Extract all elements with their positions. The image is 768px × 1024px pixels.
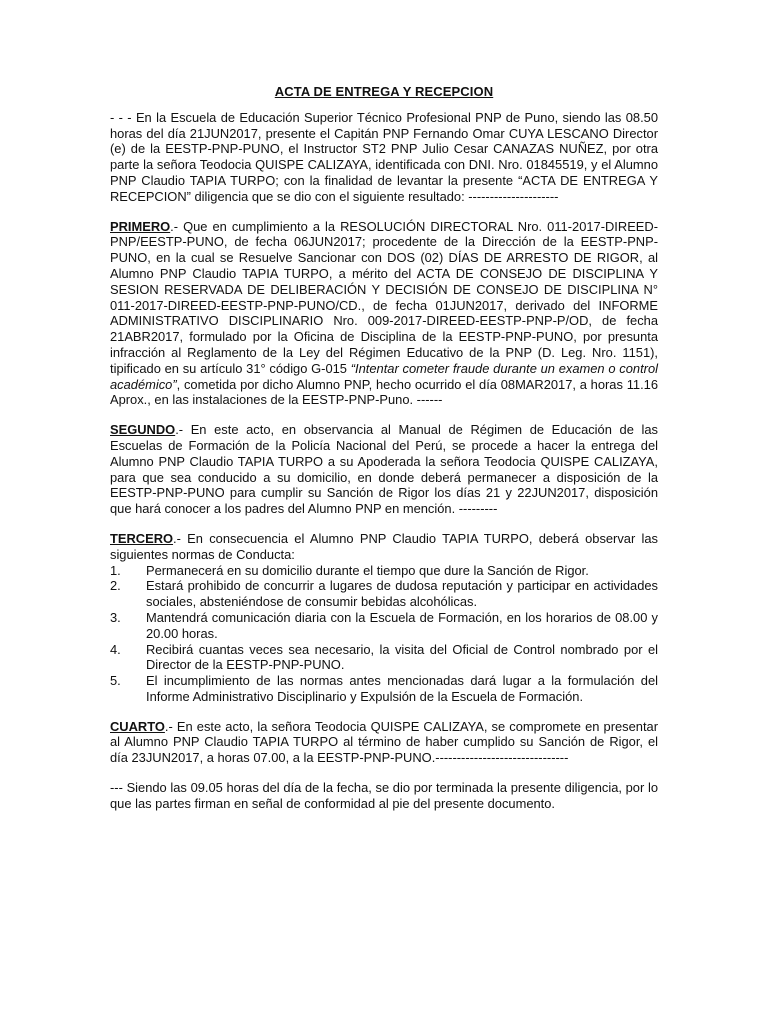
tercero-text: .- En consecuencia el Alumno PNP Claudio TAPIA TURPO, deberá observar las siguientes normas de Conducta: — [110, 530, 658, 562]
list-item-text: Permanecerá en su domicilio durante el tiempo que dure la Sanción de Rigor. — [146, 562, 589, 578]
list-item-number: 5. — [110, 673, 121, 689]
primero-text-a: .- Que en cumplimiento a la RESOLUCIÓN DIRECTORAL Nro. 011-2017-DIREED-PNP/EESTP-PUNO, de fecha 06JUN2017; procedente de la Dirección de la EESTP-PNP-PUNO, en la cual se Resuelve Sancionar con DOS (02) DÍAS DE ARRESTO DE RIGOR, al Alumno PNP Claudio TAPIA TURPO, a mérito del ACTA DE CONSEJO DE DISCIPLINA Y SESION RESERVADA DE DELIBERACIÓN Y DECISIÓN DE CONSEJO DE DISCIPLINA N° 011-2017-DIREED-EESTP-PNP-PUNO/CD., de fecha 01JUN2017, derivado del INFORME ADMINISTRATIVO DISCIPLINARIO Nro. 009-2017-DIREED-EESTP-PNP-P/OD, de fecha 21ABR2017, formulado por la Oficina de Disciplina de la EESTP-PNP-PUNO, por presunta infracción al Reglamento de la Ley del Régimen Educativo de la PNP (D. Leg. Nro. 1151), tipificado en su artículo 31° código G-015 — [110, 218, 658, 376]
document-body — [110, 84, 658, 826]
list-item-text: Recibirá cuantas veces sea necesario, la visita del Oficial de Control nombrado por el Director de la EESTP-PNP-PUNO. — [146, 641, 658, 673]
list-item — [110, 610, 658, 642]
tercero-paragraph — [110, 531, 658, 563]
document-title: ACTA DE ENTREGA Y RECEPCION — [274, 84, 494, 99]
list-item-number: 1. — [110, 562, 121, 578]
primero-label: PRIMERO — [110, 218, 171, 234]
cuarto-text: .- En este acto, la señora Teodocia QUISPE CALIZAYA, se compromete en presentar al Alumno PNP Claudio TAPIA TURPO al término de haber cumplido su Sanción de Rigor, el día 23JUN2017, a horas 07.00, a la EESTP-PNP-PUNO.------------------------------- — [110, 718, 658, 766]
list-item — [110, 642, 658, 674]
segundo-label: SEGUNDO — [110, 422, 176, 438]
cuarto-label: CUARTO — [110, 718, 165, 734]
list-item — [110, 673, 658, 705]
intro-paragraph: - - - En la Escuela de Educación Superior Técnico Profesional PNP de Puno, siendo las 08.50 horas del día 21JUN2017, presente el Capitán PNP Fernando Omar CUYA LESCANO Director (e) de la EESTP-PNP-PUNO, el Instructor ST2 PNP Julio Cesar CANAZAS NUÑEZ, por otra parte la señora Teodocia QUISPE CALIZAYA, identificada con DNI. Nro. 01845519, y el Alumno PNP Claudio TAPIA TURPO; con la finalidad de levantar la presente “ACTA DE ENTREGA Y RECEPCION” diligencia que se dio con el siguiente resultado: --------------------- — [110, 109, 658, 204]
segundo-paragraph — [110, 422, 658, 517]
list-item — [110, 563, 658, 579]
primero-paragraph — [110, 219, 658, 409]
list-item-number: 2. — [110, 578, 121, 594]
primero-text-b: , cometida por dicho Alumno PNP, hecho ocurrido el día 08MAR2017, a horas 11.16 Aprox., en las instalaciones de la EESTP-PNP-Puno. ------ — [110, 376, 658, 408]
list-item-text: El incumplimiento de las normas antes mencionadas dará lugar a la formulación del Informe Administrativo Disciplinario y Expulsión de la Escuela de Formación. — [146, 673, 658, 704]
tercero-label: TERCERO — [110, 530, 174, 546]
conduct-norms-list — [110, 563, 658, 705]
closing-paragraph: --- Siendo las 09.05 horas del día de la fecha, se dio por terminada la presente diligencia, por lo que las partes firman en señal de conformidad al pie del presente documento. — [110, 780, 658, 811]
list-item-number: 3. — [110, 609, 121, 625]
primero-italic: “Intentar cometer fraude durante un examen o control académico” — [110, 360, 658, 392]
cuarto-paragraph — [110, 719, 658, 766]
list-item-text: Estará prohibido de concurrir a lugares de dudosa reputación y participar en actividades sociales, absteniéndose de consumir bebidas alcohólicas. — [146, 578, 658, 610]
segundo-text: .- En este acto, en observancia al Manual de Régimen de Educación de las Escuelas de Formación de la Policía Nacional del Perú, se procede a hacer la entrega del Alumno PNP Claudio TAPIA TURPO a su Apoderada la señora Teodocia QUISPE CALIZAYA, para que sea conducido a su domicilio, en donde deberá permanecer a disposición de la EESTP-PNP-PUNO para cumplir su Sanción de Rigor los días 21 y 22JUN2017, disposición que hará conocer a los padres del Alumno PNP en mención. --------- — [110, 422, 658, 517]
list-item-text: Mantendrá comunicación diaria con la Escuela de Formación, en los horarios de 08.00 y 20.00 horas. — [146, 609, 658, 641]
list-item-number: 4. — [110, 641, 121, 657]
list-item — [110, 578, 658, 610]
